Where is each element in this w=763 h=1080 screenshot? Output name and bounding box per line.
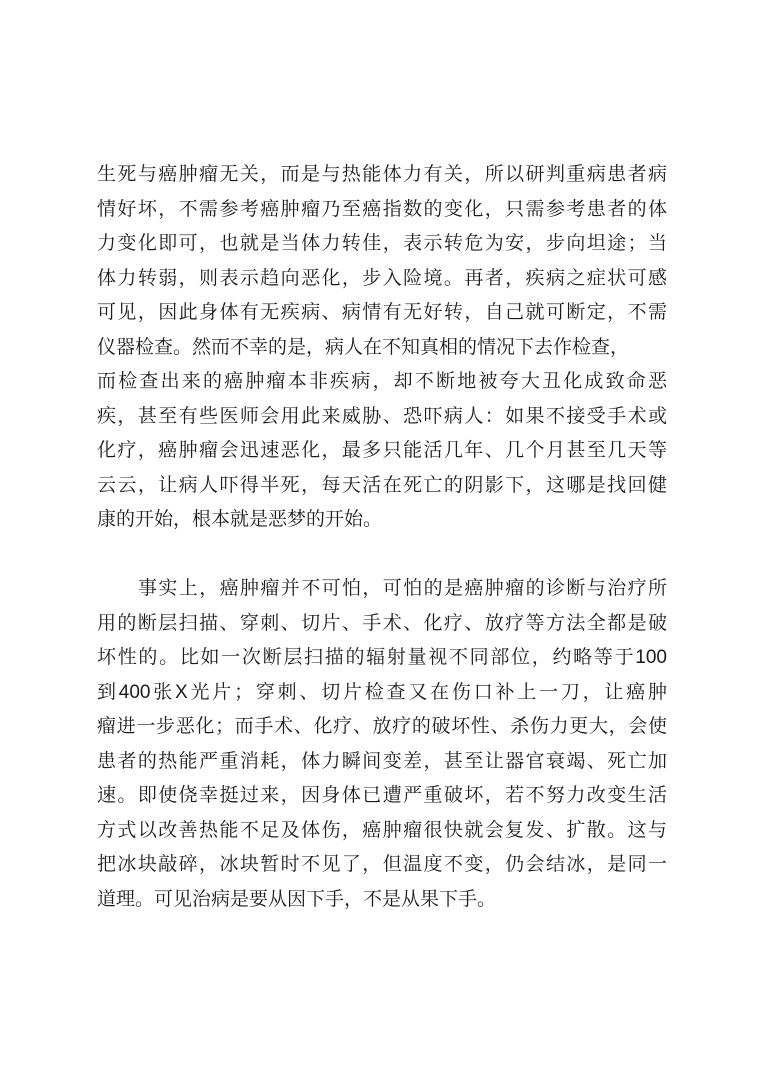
text-line: 疾，甚至有些医师会用此来威胁、恐吓病人：如果不接受手术或 [97,405,667,427]
text-line: 方式以改善热能不足及体伤，癌肿瘤很快就会复发、扩散。这与 [97,819,667,841]
text-line: 康的开始，根本就是恶梦的开始。 [97,509,383,530]
text-line: 仪器检查。然而不幸的是，病人在不知真相的情况下去作检查， [97,336,630,358]
text-line: 而检查出来的癌肿瘤本非疾病，却不断地被夸大丑化成致命恶 [97,371,667,392]
paragraph-1 [97,158,667,538]
text-line: 化疗，癌肿瘤会迅速恶化，最多只能活几年、几个月甚至几天等 [97,440,667,461]
text-line: 瘤进一步恶化；而手术、化疗、放疗的破坏性、杀伤力更大，会使 [97,716,667,737]
text-line: 情好坏，不需参考癌肿瘤乃至癌指数的变化，只需参考患者的体 [97,198,667,220]
text-line: 可见，因此身体有无疾病、病情有无好转，自己就可断定，不需 [97,302,667,323]
text-line: 坏性的。比如一次断层扫描的辐射量视不同部位，约略等于100 [97,647,667,668]
text-line: 道理。可见治病是要从因下手，不是从果下手。 [97,888,497,910]
text-line: 生死与癌肿瘤无关，而是与热能体力有关，所以研判重病患者病 [97,164,667,185]
text-line: 速。即使侥幸挺过来，因身体已遭严重破坏，若不努力改变生活 [97,785,667,806]
text-line: 事实上，癌肿瘤并不可怕，可怕的是癌肿瘤的诊断与治疗所 [138,578,667,599]
text-line: 用的断层扫描、穿刺、切片、手术、化疗、放疗等方法全都是破 [97,612,667,634]
text-line: 体力转弱，则表示趋向恶化，步入险境。再者，疾病之症状可感 [97,267,667,289]
text-block [97,158,667,917]
text-line: 把冰块敲碎，冰块暂时不见了，但温度不变，仍会结冰，是同一 [97,854,667,875]
text-line: 云云，让病人吓得半死，每天活在死亡的阴影下，这哪是找回健 [97,474,667,496]
paragraph-2 [97,572,667,917]
text-line: 力变化即可，也就是当体力转佳，表示转危为安，步向坦途；当 [97,233,667,254]
text-line: 患者的热能严重消耗，体力瞬间变差，甚至让器官衰竭、死亡加 [97,750,667,772]
text-line: 到400张X光片；穿刺、切片检查又在伤口补上一刀，让癌肿 [97,681,667,703]
